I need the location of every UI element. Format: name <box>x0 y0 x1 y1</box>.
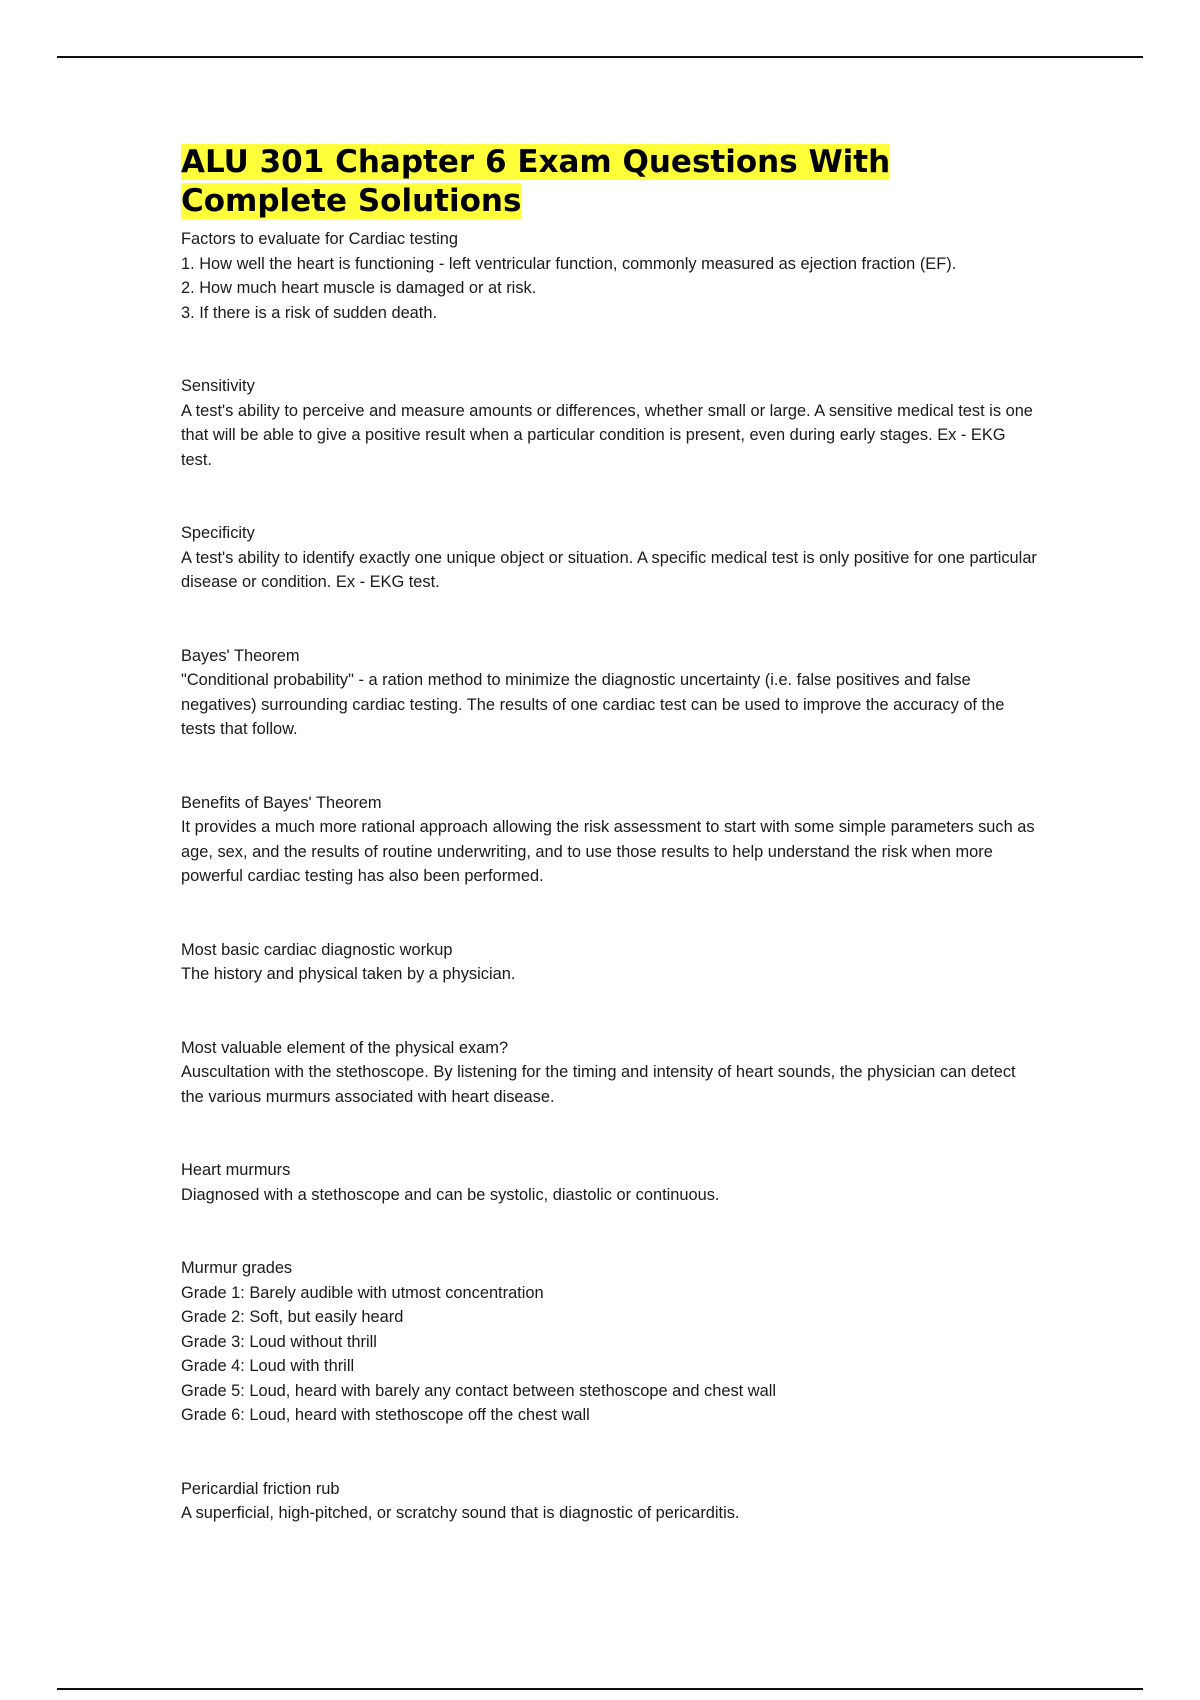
entry-answer-line: A test's ability to perceive and measure amounts or differences, whether small or large. A sensitive medical test is one that will be able to give a positive result when a particular condition is present, even during early stages. Ex - EKG test. <box>181 401 1033 469</box>
qa-entry <box>181 644 1041 742</box>
entry-answer-line: Grade 1: Barely audible with utmost concentration <box>181 1283 544 1302</box>
entry-answer-line: Grade 5: Loud, heard with barely any contact between stethoscope and chest wall <box>181 1381 776 1400</box>
document-title-text: ALU 301 Chapter 6 Exam Questions With Complete Solutions <box>181 144 891 219</box>
entry-question: Bayes' Theorem <box>181 646 300 665</box>
entry-question: Benefits of Bayes' Theorem <box>181 793 382 812</box>
entry-answer-line: It provides a much more rational approach allowing the risk assessment to start with some simple parameters such as age, sex, and the results of routine underwriting, and to use those results to help understand the risk when more powerful cardiac testing has also been performed. <box>181 818 1035 885</box>
qa-entry <box>181 227 1041 325</box>
qa-entry <box>181 1036 1041 1110</box>
entry-answer-line: Grade 4: Loud with thrill <box>181 1357 355 1375</box>
document-title <box>181 143 1041 221</box>
entry-question: Most valuable element of the physical exam? <box>181 1038 509 1057</box>
entry-answer-line: 1. How well the heart is functioning - left ventricular function, commonly measured as ejection fraction (EF). <box>181 254 957 273</box>
entry-answer-line: Grade 6: Loud, heard with stethoscope off the chest wall <box>181 1406 590 1424</box>
entry-question: Specificity <box>181 524 255 542</box>
entry-answer-line: A superficial, high-pitched, or scratchy sound that is diagnostic of pericarditis. <box>181 1504 740 1522</box>
entry-question: Sensitivity <box>181 377 255 395</box>
bottom-rule <box>57 1688 1143 1690</box>
entry-answer-line: 2. How much heart muscle is damaged or at risk. <box>181 279 537 297</box>
qa-entry <box>181 1158 1041 1207</box>
entry-answer-line: Grade 3: Loud without thrill <box>181 1332 377 1351</box>
top-rule <box>57 56 1143 58</box>
entry-answer-line: "Conditional probability" - a ration method to minimize the diagnostic uncertainty (i.e. false positives and false negatives) surrounding cardiac testing. The results of one cardiac test can be used to improve the accuracy of the tests that follow. <box>181 671 1005 738</box>
qa-entry <box>181 938 1041 987</box>
qa-entry <box>181 1477 1041 1526</box>
qa-entry <box>181 374 1041 472</box>
qa-entry <box>181 1256 1041 1428</box>
entry-question: Most basic cardiac diagnostic workup <box>181 940 453 959</box>
entry-answer-line: Diagnosed with a stethoscope and can be systolic, diastolic or continuous. <box>181 1185 720 1204</box>
entry-question: Heart murmurs <box>181 1161 291 1179</box>
entry-answer-line: The history and physical taken by a physician. <box>181 965 516 983</box>
qa-entry <box>181 521 1041 595</box>
entry-answer-line: Auscultation with the stethoscope. By listening for the timing and intensity of heart sounds, the physician can detect the various murmurs associated with heart disease. <box>181 1063 1016 1106</box>
entry-answer-line: 3. If there is a risk of sudden death. <box>181 303 438 322</box>
entry-answer-line: A test's ability to identify exactly one unique object or situation. A specific medical test is only positive for one particular disease or condition. Ex - EKG test. <box>181 548 1037 591</box>
entry-question: Pericardial friction rub <box>181 1479 340 1498</box>
entry-answer-line: Grade 2: Soft, but easily heard <box>181 1308 404 1326</box>
entry-question: Murmur grades <box>181 1259 293 1277</box>
document-body <box>181 143 1041 1526</box>
entry-question: Factors to evaluate for Cardiac testing <box>181 230 458 248</box>
qa-entry <box>181 791 1041 889</box>
